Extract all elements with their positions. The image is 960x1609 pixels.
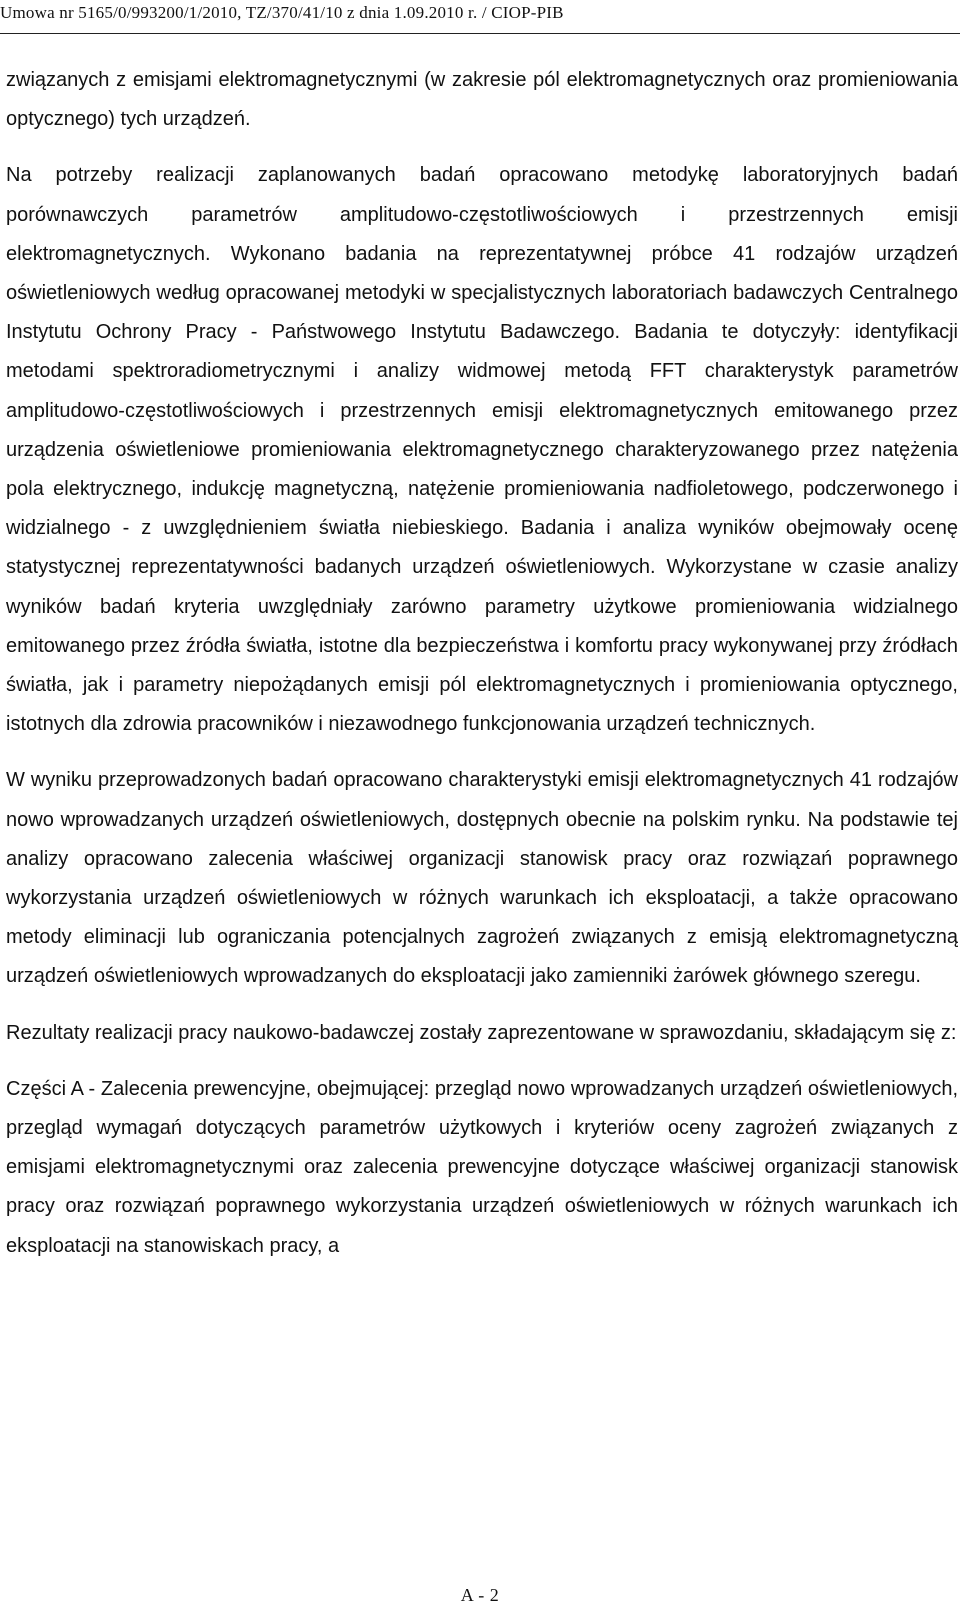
header-contract-reference: Umowa nr 5165/0/993200/1/2010, TZ/370/41/10 z dnia 1.09.2010 r. / CIOP-PIB — [0, 3, 564, 22]
body-paragraph-1: związanych z emisjami elektromagnetycznymi (w zakresie pól elektromagnetycznych oraz promieniowania optycznego) tych urządzeń. — [6, 69, 958, 131]
body-paragraph-4: Rezultaty realizacji pracy naukowo-badawczej zostały zaprezentowane w sprawozdaniu, składającym się z: — [6, 1021, 957, 1044]
body-paragraph-2: Na potrzeby realizacji zaplanowanych badań opracowano metodykę laboratoryjnych badań porównawczych parametrów amplitudowo-częstotliwościowych i przestrzennych emisji elektromagnetycznych. Wykonano badania na reprezentatywnej próbce 41 rodzajów urządzeń oświetleniowych według opracowanej metodyki w specjalistycznych laboratoriach badawczych Centralnego Instytutu Ochrony Pracy - Państwowego Instytutu Badawczego. Badania te dotyczyły: identyfikacji metodami spektroradiometrycznymi i analizy widmowej metodą FFT charakterystyk parametrów amplitudowo-częstotliwościowych i przestrzennych emisji elektromagnetycznych emitowanego przez urządzenia oświetleniowe promieniowania elektromagnetycznego charakteryzowanego przez natężenia pola elektrycznego, indukcję magnetyczną, natężenie promieniowania nadfioletowego, podczerwonego i widzialnego - z uwzględnieniem światła niebieskiego. Badania i analiza wyników obejmowały ocenę statystycznej reprezentatywności badanych urządzeń oświetleniowych. Wykorzystane w czasie analizy wyników badań kryteria uwzględniały zarówno parametry użytkowe promieniowania widzialnego emitowanego przez źródła światła, istotne dla bezpieczeństwa i komfortu pracy wykonywanej przy źródłach światła, jak i parametry niepożądanych emisji pól elektromagnetycznych i promieniowania optycznego, istotnych dla zdrowia pracowników i niezawodnego funkcjonowania urządzeń technicznych. — [6, 164, 958, 736]
body-paragraph-3: W wyniku przeprowadzonych badań opracowano charakterystyki emisji elektromagnetycznych 41 rodzajów nowo wprowadzanych urządzeń oświetleniowych, dostępnych obecnie na polskim rynku. Na podstawie tej analizy opracowano zalecenia właściwej organizacji stanowisk pracy oraz rozwiązań poprawnego wykorzystania urządzeń oświetleniowych w różnych warunkach ich eksploatacji, a także opracowano metody eliminacji lub ograniczania potencjalnych zagrożeń związanych z emisją elektromagnetyczną urządzeń oświetleniowych wprowadzanych do eksploatacji jako zamienniki żarówek głównego szeregu. — [6, 769, 958, 988]
document-body — [6, 61, 958, 1283]
page-header — [0, 0, 960, 40]
header-divider — [0, 33, 960, 34]
page-number: A - 2 — [460, 1585, 500, 1605]
body-paragraph-5: Części A - Zalecenia prewencyjne, obejmującej: przegląd nowo wprowadzanych urządzeń oświetleniowych, przegląd wymagań dotyczących parametrów użytkowych i kryteriów oceny zagrożeń związanych z emisjami elektromagnetycznymi oraz zalecenia prewencyjne dotyczące właściwej organizacji stanowisk pracy oraz rozwiązań poprawnego wykorzystania urządzeń oświetleniowych w różnych warunkach ich eksploatacji na stanowiskach pracy, a — [6, 1077, 958, 1257]
